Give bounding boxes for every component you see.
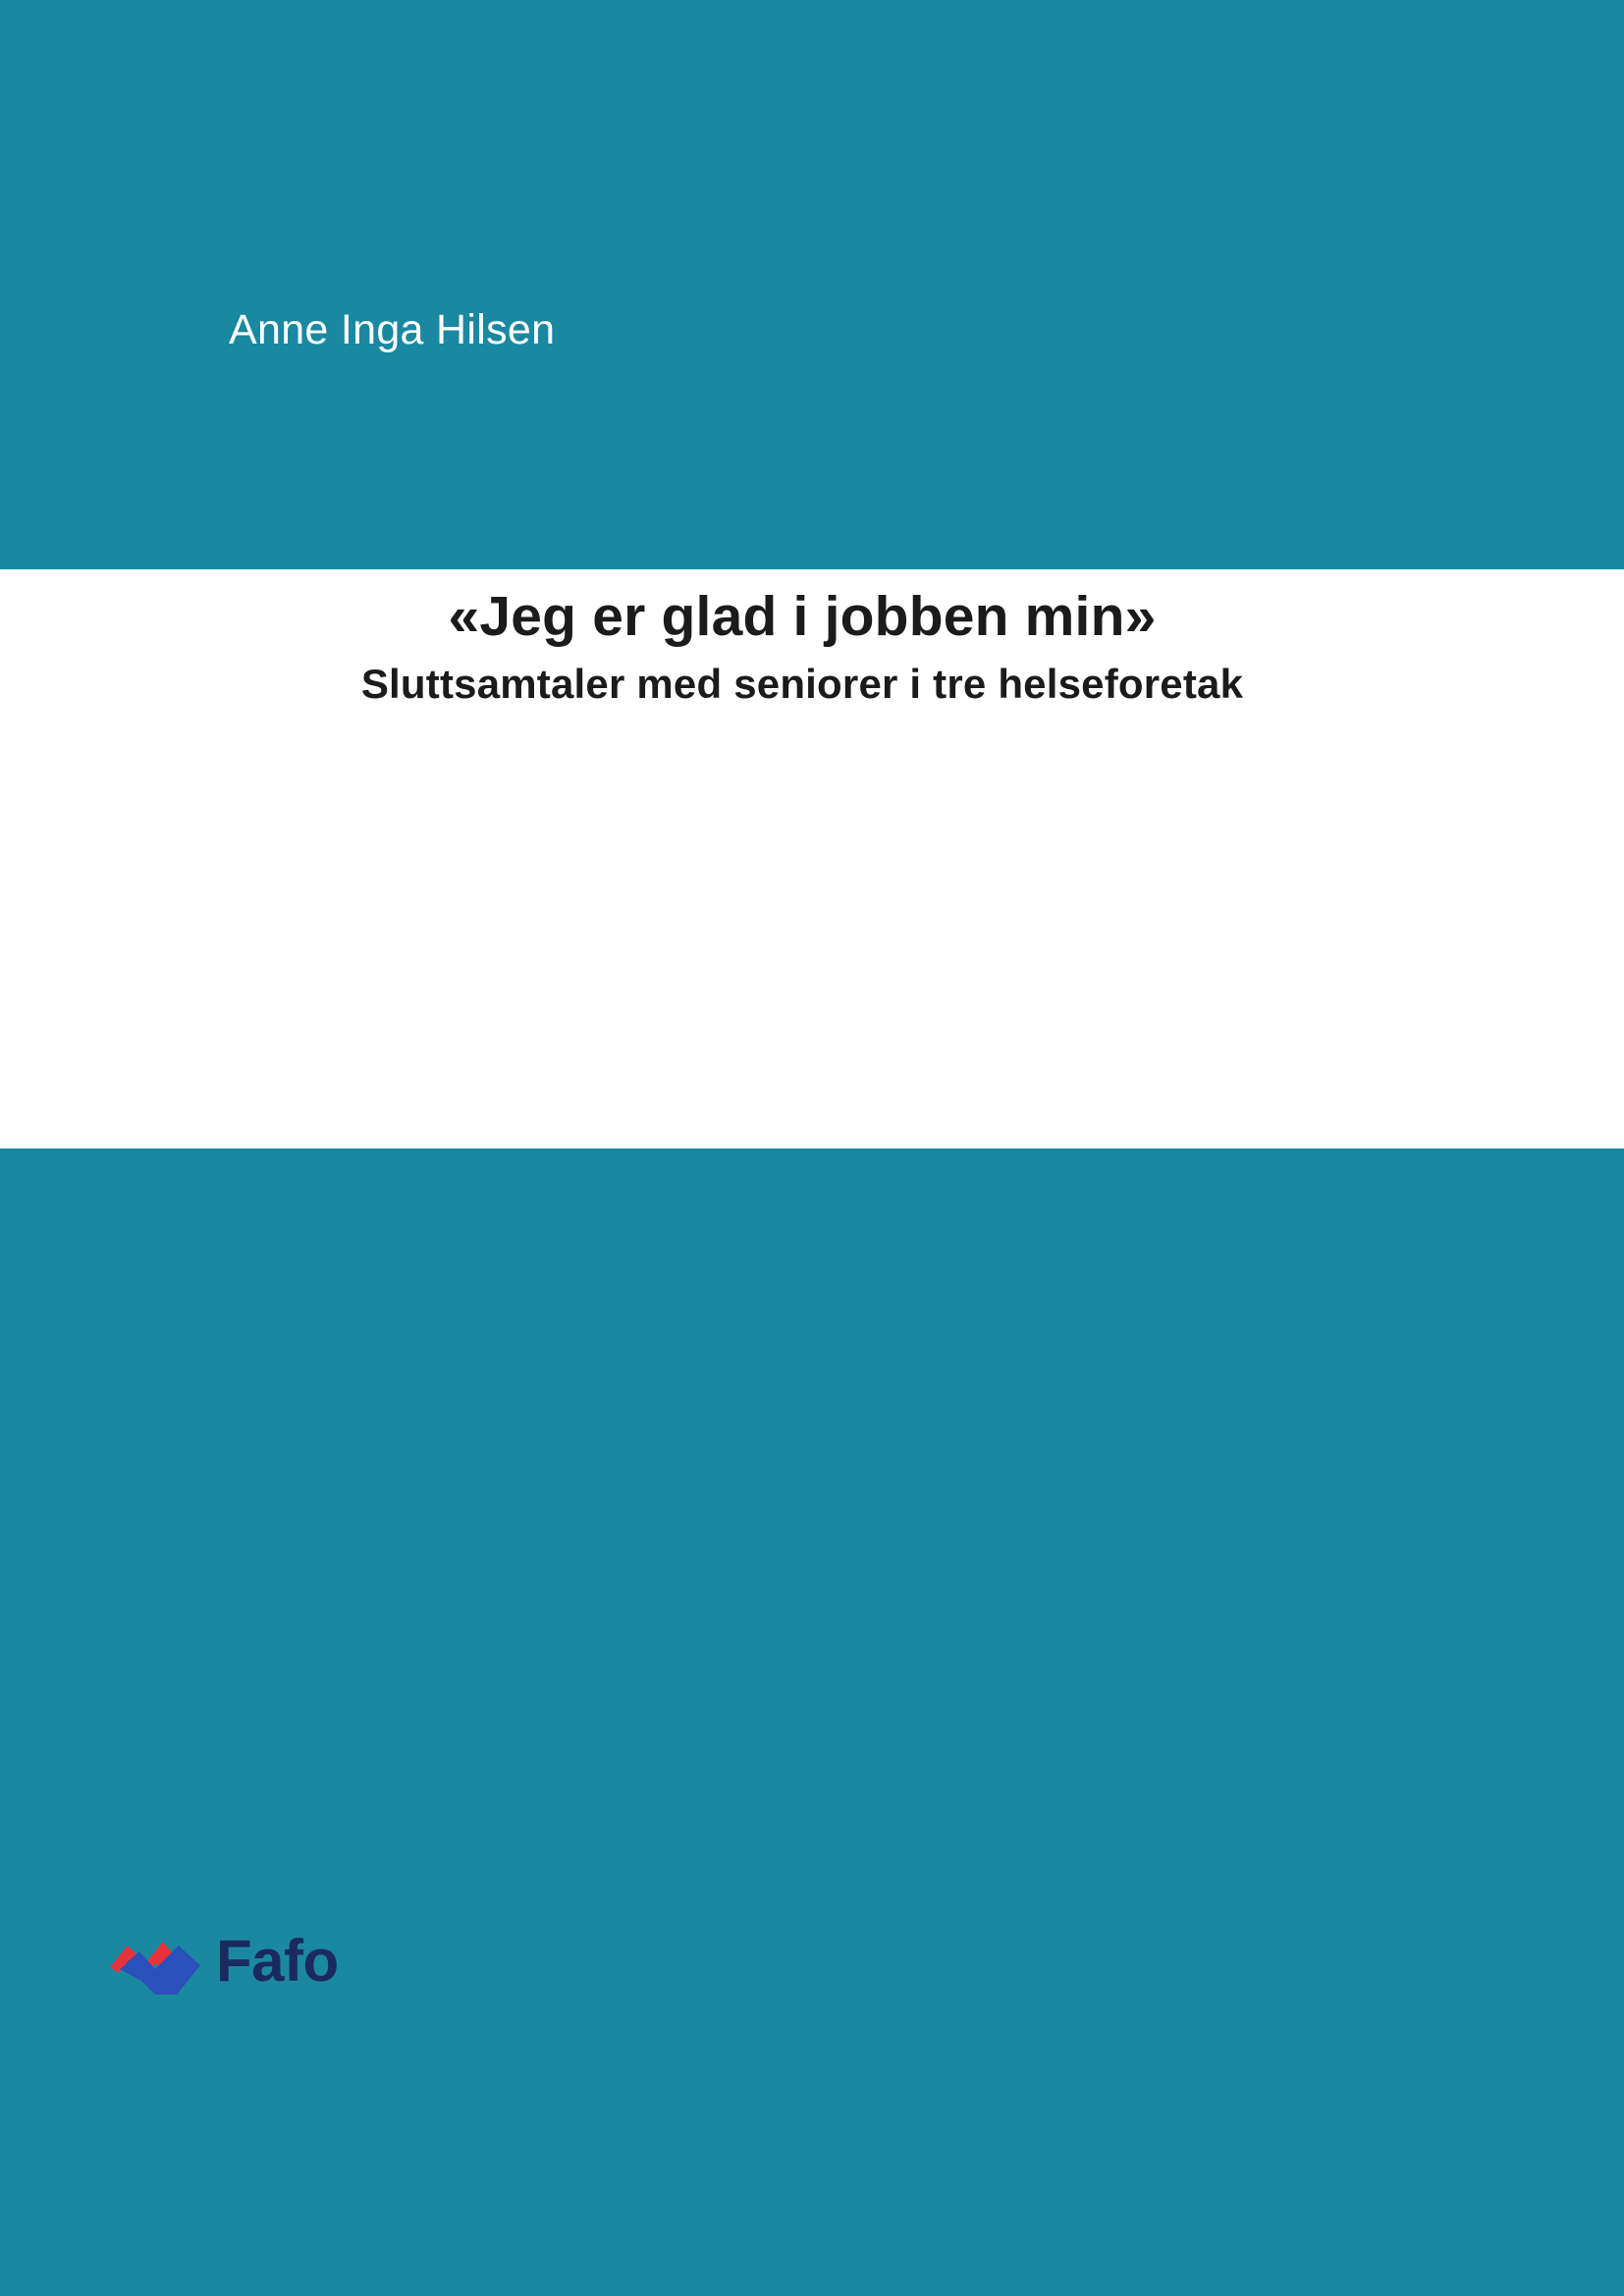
book-title: «Jeg er glad i jobben min» [448, 585, 1157, 648]
top-color-band [0, 0, 1624, 569]
fafo-logo-mark-icon [106, 1934, 212, 2002]
fafo-logo-text: Fafo [216, 1928, 339, 1994]
author-name: Anne Inga Hilsen [229, 306, 556, 353]
title-block [0, 584, 1624, 710]
book-subtitle: Sluttsamtaler med seniorer i tre helseforetak [360, 661, 1244, 708]
bottom-color-band [0, 1148, 1624, 2296]
fafo-logo [106, 1924, 381, 2022]
